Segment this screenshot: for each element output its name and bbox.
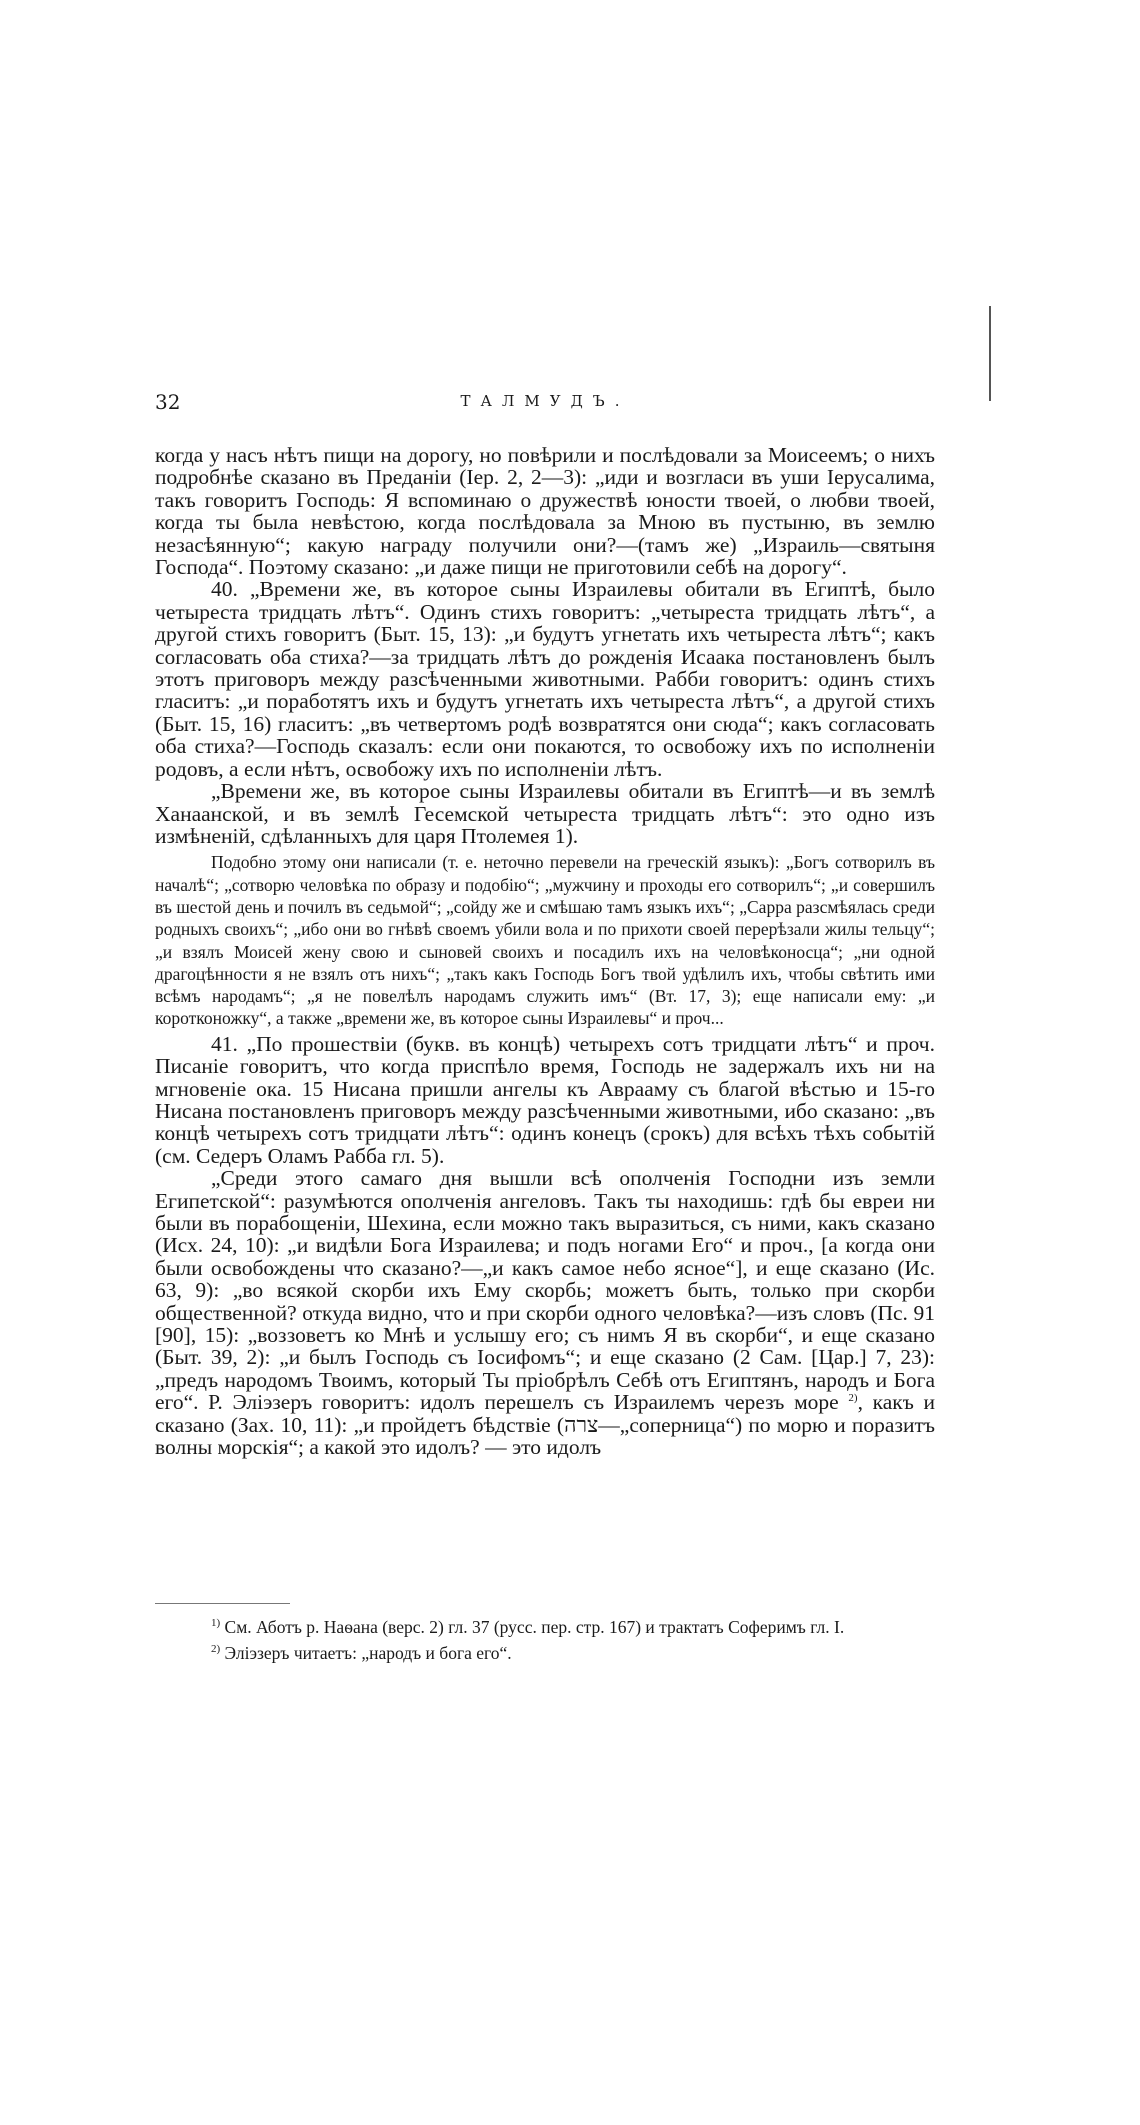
footnote-ref: 2) [848,1392,858,1405]
footnote-mark: 2) [211,1643,221,1656]
page-header [155,390,935,420]
footnote-mark: 1) [211,1617,221,1630]
paragraph-text: „Времени же, въ которое сыны Израилевы обитали въ Египтѣ—и въ землѣ Ханаанской, и въ землѣ Гесемской четыреста тридцать лѣтъ“: это одно изъ измѣненій, сдѣланныхъ для царя Птолемея [155,779,935,848]
paragraph: 40. „Времени же, въ которое сыны Израилевы обитали въ Египтѣ, было четыреста тридцать лѣтъ“. Одинъ стихъ говоритъ: „четыреста тридцать лѣтъ“, а другой стихъ говоритъ (Быт. 15, 13): „и будутъ угнетать ихъ четыреста лѣтъ“; какъ согласовать оба стиха?—за тридцать лѣтъ до рожденія Исаака постановленъ былъ этотъ приговоръ между разсѣченными животными. Рабби говоритъ: одинъ стихъ гласитъ: „и поработятъ ихъ и будутъ угнетать ихъ четыреста лѣтъ“, а другой стихъ (Быт. 15, 16) гласитъ: „въ четвертомъ родѣ возвратятся они сюда“; какъ согласовать оба стиха?—Господь сказалъ: если они покаются, то освобожу ихъ по исполненіи родовъ, а если нѣтъ, освобожу ихъ по исполненіи лѣтъ. [155,577,935,781]
paragraph: когда у насъ нѣтъ пищи на дорогу, но повѣрили и послѣдовали за Моисеемъ; о нихъ подробнѣе сказано въ Преданіи (Iер. 2, 2—3): „иди и возгласи въ уши Iерусалима, такъ говоритъ Господь: Я вспоминаю о дружествѣ юности твоей, о любви твоей, когда ты была невѣстою, когда послѣдовала за Мною въ пустыню, въ землю незасѣянную“; какую награду получили они?—(тамъ же) „Израиль—святыня Господа“. Поэтому сказано: „и даже пищи не приготовили себѣ на дорогу“. [155,443,935,580]
running-title: ТАЛМУДЪ. [460,392,630,410]
footnotes [155,1614,935,1666]
footnote-text: См. Аботъ р. Наѳана (верс. 2) гл. 37 (русс. пер. стр. 167) и трактатъ Соферимъ гл. I. [224,1617,845,1637]
paragraph-text: „Среди этого самаго дня вышли всѣ ополченія Господни изъ земли Египетской“: разумѣются ополченія ангеловъ. Такъ ты находишь: гдѣ бы евреи ни были въ порабощеніи, Шехина, если можно такъ выразиться, съ ними, какъ сказано (Исх. 24, 10): „и видѣли Бога Израилева; и подъ ногами Его“ и проч., [а когда они были освобождены что сказано?—„и какъ самое небо ясное“], и еще сказано (Ис. 63, 9): „во всякой скорби ихъ Ему скорбь; можетъ быть, только при скорби общественной? откуда видно, что и при скорби одного человѣка?—изъ словъ (Пс. 91 [90], 15): „воззоветъ ко Мнѣ и услышу его; съ нимъ Я въ скорби“, и еще сказано (Быт. 39, 2): „и былъ Господь съ Iосифомъ“; и еще сказано (2 Сам. [Цар.] 7, 23): „предъ народомъ Твоимъ, который Ты пріобрѣлъ Себѣ отъ Египтянъ, народъ и Бога его“. Р. Элiэзеръ говоритъ: идолъ перешелъ съ Израилемъ черезъ море [155,1166,935,1415]
paragraph: 41. „По прошествіи (букв. въ концѣ) четырехъ сотъ тридцати лѣтъ“ и проч. Писаніе говоритъ, что когда приспѣло время, Господь не задержалъ ихъ ни на мгновеніе ока. 15 Нисана пришли ангелы къ Аврааму съ благой вѣстью и 15-го Нисана постановленъ приговоръ между разсѣченными животными, ибо сказано: „въ концѣ четырехъ сотъ тридцати лѣтъ“: одинъ конецъ (срокъ) для всѣхъ тѣхъ событій (см. Седеръ Оламъ Рабба гл. 5). [155,1031,935,1168]
page-number: 32 [155,390,181,414]
footnote-text: Элiэзеръ читаетъ: „народъ и бога его“. [224,1643,512,1663]
paragraph [155,1167,935,1458]
paragraph: „Времени же, въ которое сыны Израилевы обитали въ Египтѣ—и въ землѣ Ханаанской, и въ землѣ Гесемской четыреста тридцать лѣтъ“: это одно изъ измѣненій, сдѣланныхъ для царя Птолемея 1). [155,779,935,848]
footnote [155,1640,935,1666]
main-text [155,444,935,1458]
inset-paragraph: Подобно этому они написали (т. е. неточно перевели на греческій языкъ): „Богъ сотворилъ въ началѣ“; „сотворю человѣка по образу и подобію“; „мужчину и проходы его сотворилъ“; „и совершилъ въ шестой день и почилъ въ седьмой“; „сойду же и смѣшаю тамъ языкъ ихъ“; „Сарра разсмѣялась среди родныхъ своихъ“; „ибо они во гнѣвѣ своемъ убили вола и по прихоти своей перерѣзали жилы тельцу“; „и взялъ Моисей жену свою и сыновей своихъ и посадилъ ихъ на человѣконосца“; „ни одной драгоцѣнности я не взялъ отъ нихъ“; „такъ какъ Господь Богъ твой удѣлилъ ихъ, чтобы свѣтить ими всѣмъ народамъ“; „я не повелѣлъ народамъ служить имъ“ (Вт. 17, 3); еще написали ему: „и коротконожку“, а также „времени же, въ которое сыны Израилевы“ и проч... [155,852,935,1029]
footnote [155,1614,935,1640]
paragraph-text: , какъ и сказано (Зах. 10, 11): „и пройдетъ бѣдствіе (צרה—„соперница“) по морю и поразитъ волны морскія“; а какой это идолъ? — это идолъ [155,1390,935,1459]
footnote-divider [155,1603,290,1604]
footnote-ref: 1) [554,823,573,848]
scan-edge-mark [989,306,991,401]
